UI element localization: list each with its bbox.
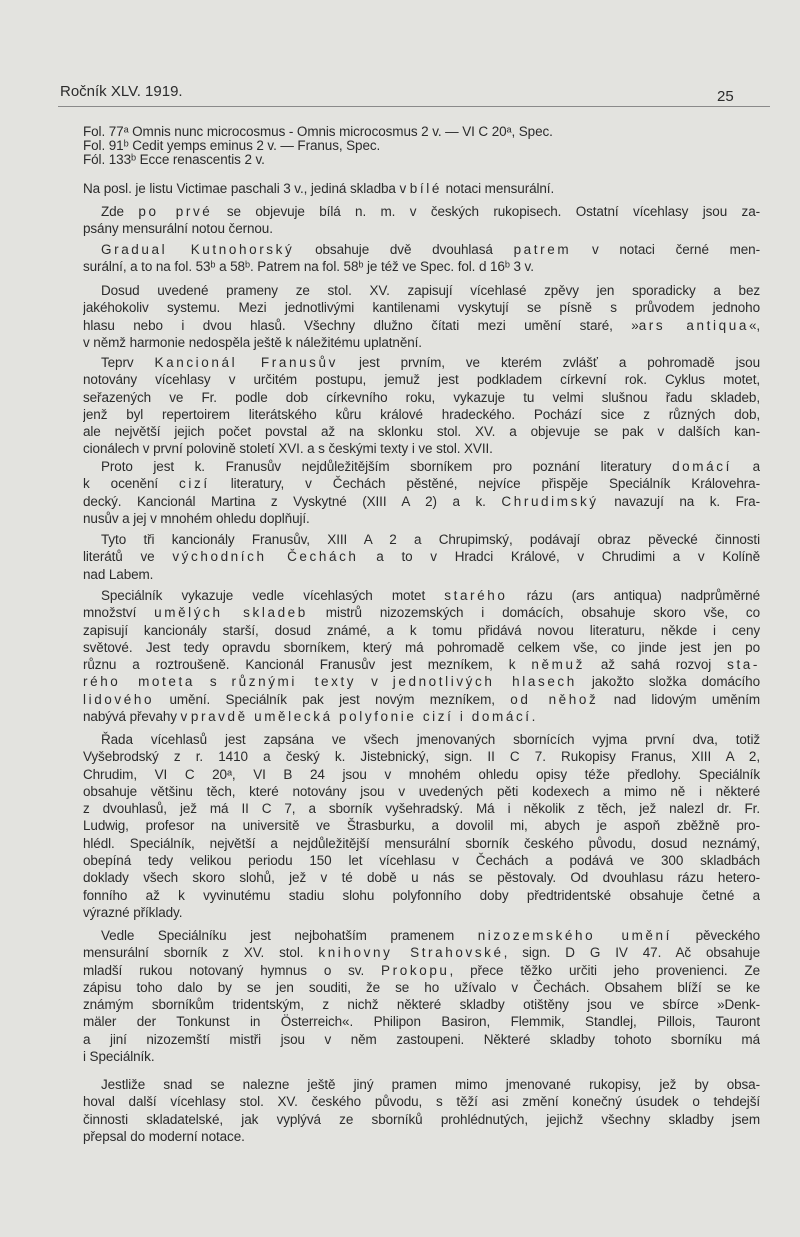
paragraph (83, 531, 760, 583)
text-run: Na posl. je listu Victimae paschali 3 v., jediná skladba v (83, 181, 410, 196)
spaced-emphasis: lidového (83, 691, 155, 707)
text-run: v (356, 674, 393, 690)
text-run: Zde (101, 204, 139, 219)
text-line (83, 852, 760, 869)
text-run: surální, a to na fol. 53ᵇ a 58ᵇ. Patrem na fol. 58ᵇ je též ve Spec. fol. d 16ᵇ 3 v. (83, 259, 534, 275)
text-run: decký. Kancionál Martina z Vyskytné (XIII A 2) a k. (83, 493, 502, 509)
text-run: s (194, 674, 232, 690)
page-number: 25 (717, 88, 734, 105)
text-run: , sign. D G IV 47. Ač obsahuje (503, 945, 760, 961)
text-line (83, 475, 760, 492)
text-line (83, 1031, 760, 1048)
text-run: množství (83, 605, 155, 621)
text-line (83, 180, 760, 197)
text-line (83, 566, 760, 583)
text-run: doklady všech skoro slohů, jež v té době u nás se pěstovaly. Od dvouhlasu rázu hetero- (83, 870, 760, 886)
paragraph (83, 241, 760, 276)
text-run: navazují na k. Fra- (598, 493, 760, 509)
text-line (83, 817, 760, 834)
text-line (83, 1093, 760, 1110)
text-run: hoval další vícehlasy stol. XV. českého původu, s těží asi změní konečný úsudek o tehdejší (83, 1094, 760, 1110)
text-run: v notaci černé men- (571, 242, 760, 257)
text-run: zápisu toho dalo by se jen souditi, že se ho užívalo v Čechách. Obsahem blíží se ke (83, 979, 760, 995)
text-run: Fól. 133ᵇ Ecce renascentis 2 v. (83, 153, 265, 167)
paragraph (83, 282, 760, 351)
text-line (83, 766, 760, 783)
text-run: nad Labem. (83, 566, 154, 582)
text-run: notovány vícehlasy v určitém postupu, jemuž jest podkladem církevní rok. Cyklus motet, (83, 372, 760, 388)
text-run: mistrů nizozemských i domácích, obsahuje skoro vše, co (307, 605, 760, 621)
text-run: pěveckého (672, 928, 760, 943)
text-line (83, 299, 760, 316)
text-run: Řada vícehlasů jest zapsána ve všech jmenovaných sbornících vyjma první dva, totiž (101, 732, 760, 747)
text-line (83, 731, 760, 748)
text-run: cionálech v první polovině století XVI. a s českými texty i ve stol. XVII. (83, 441, 493, 457)
text-line (83, 587, 760, 604)
text-run: Vedle Speciálníku jest nejbohatším pramenem (101, 928, 478, 943)
spaced-emphasis: domácí (672, 459, 732, 474)
text-line (83, 944, 760, 961)
text-run: Ludwig, profesor na universitě ve Štrasburku, a dovolil mi, abych je aspoň zběžně pro- (83, 818, 760, 834)
text-run: jakožto složka domácího (576, 674, 760, 690)
text-run: nabývá převahy v (83, 709, 191, 725)
text-line (83, 458, 760, 475)
text-run: umění. Speciálník pak jest novým mezníkem, (154, 691, 511, 707)
text-run: Proto jest k. Franusův nejdůležitějším sborníkem pro poznání literatury (101, 459, 673, 474)
paragraph (83, 587, 760, 725)
text-line (83, 1013, 760, 1030)
text-line (83, 783, 760, 800)
spaced-emphasis: němuž (531, 657, 585, 673)
paragraph (83, 354, 760, 458)
spaced-emphasis: Prokopu (381, 962, 450, 978)
folio-list (83, 125, 760, 167)
text-run: obepíná tedy velikou periodu 150 let vícehlasu v Čechách a podává ve 300 skladbách (83, 853, 760, 869)
text-run: mladší rukou notovaný hymnus o sv. (83, 962, 382, 978)
text-line (83, 317, 760, 334)
text-line (83, 673, 760, 690)
paragraph (83, 203, 760, 238)
text-run: i Speciálník. (83, 1049, 155, 1065)
text-line (83, 904, 760, 921)
text-line (83, 354, 760, 371)
spaced-emphasis: východních Čechách (172, 549, 359, 565)
text-line (83, 371, 760, 388)
text-run: nusův a jej v mnohém ohledu doplňují. (83, 510, 310, 526)
text-run: rázu (ars antiqua) nadprůměrné (507, 588, 760, 603)
text-line (83, 1128, 760, 1145)
text-run: obsahuje dvě dvouhlasá (294, 242, 514, 257)
text-line (83, 203, 760, 220)
text-line (83, 1048, 760, 1065)
header-rule (58, 106, 770, 107)
text-run: fonního až k vyvinutému stadiu slohu polyfonního doby předtridentské obsahuje četné a (83, 887, 760, 903)
text-run: notaci mensurální. (441, 181, 555, 196)
text-run: ale největší jejich počet povstal až na sklonku stol. XV. a objevuje se pak v dalších kan- (83, 424, 760, 440)
spaced-emphasis: starého (444, 588, 508, 603)
text-run: hlasu nebo i dvou hlasů. Všechny dlužno čítati mezi umění staré, » (83, 317, 639, 333)
text-run: literatury, v Čechách pěstěné, nejvíce přispěje Speciálník Královehra- (209, 476, 760, 492)
paragraph (83, 731, 760, 921)
spaced-emphasis: knihovny Strahovské (318, 945, 504, 961)
text-run: psány mensurální notou černou. (83, 221, 273, 237)
text-run: Tyto tři kancionály Franusův, XIII A 2 a Chrupimský, podávají obraz pěvecké činnosti (101, 532, 760, 547)
spaced-emphasis: různými texty (231, 674, 357, 690)
text-run: seřazených ve Fr. podle dob církevního roku, vykazuje tu velmi slušnou řadu skladeb, (83, 389, 760, 405)
text-line (83, 887, 760, 904)
text-run: nad lidovým uměním (598, 691, 760, 707)
text-run: , přece těžko určiti jeho provenienci. Ze (449, 962, 760, 978)
text-line (83, 1111, 760, 1128)
text-run: se objevuje bílá n. m. v českých rukopisech. Ostatní vícehlasy jsou za- (212, 204, 760, 219)
text-run: hlédl. Speciálník, největší a nejdůležitější mensurální sborník českého původu, dosud neznámý, (83, 835, 760, 851)
spaced-emphasis: sta- (727, 657, 760, 673)
paragraph (83, 458, 760, 527)
text-line (83, 423, 760, 440)
text-line (83, 258, 760, 275)
text-line (83, 531, 760, 548)
text-line (83, 869, 760, 886)
text-run: jenž byl repertoirem literátského kůru králové hradeckého. Pochází sice z různých dob, (83, 406, 760, 422)
spaced-emphasis: Chrudimský (501, 493, 599, 509)
text-run: Chrudim, VI C 20ᵃ, VI B 24 jsou v mnohém ohledu opisy téže předlohy. Speciálník (83, 766, 760, 782)
text-run: zapisují kancionály starší, dosud známé, a k tomu přidává novou literaturu, někde i ceny (83, 622, 760, 638)
spaced-emphasis: Kancionál Franusův (154, 355, 338, 370)
text-line (83, 510, 760, 527)
text-run: «, (748, 317, 760, 333)
spaced-emphasis: od něhož (510, 691, 599, 707)
spaced-emphasis: umělých skladeb (154, 605, 308, 621)
text-run: přepsal do moderní notace. (83, 1128, 245, 1144)
text-line (83, 996, 760, 1013)
spaced-emphasis: jednotlivých hlasech (392, 674, 577, 690)
spaced-emphasis: po prvé (138, 204, 213, 219)
text-run: a to v Hradci Králové, v Chrudimi a v Kolíně (358, 549, 760, 565)
paragraph (83, 1076, 760, 1145)
text-line (83, 708, 760, 725)
text-line (83, 656, 760, 673)
text-line (83, 1076, 760, 1093)
text-line (83, 927, 760, 944)
text-run: Jestliže snad se nalezne ještě jiný pramen mimo jmenované rukopisy, jež by obsa- (101, 1077, 760, 1092)
text-line (83, 800, 760, 817)
text-line (83, 334, 760, 351)
text-run: Teprv (101, 355, 155, 370)
spaced-emphasis: patrem (513, 242, 572, 257)
spaced-emphasis: pravdě umělecká polyfonie cizí i domácí (190, 709, 532, 725)
text-run: a jiní nizozemští mistři jsou v něm zastoupeni. Některé skladby tohoto sborníku má (83, 1031, 760, 1047)
text-run: Speciálník vykazuje vedle vícehlasých motet (101, 588, 445, 603)
spaced-emphasis: bílé (409, 181, 442, 196)
text-run: známým sborníkům tridentským, z nichž některé skladby otištěny jsou ve sbírce »Denk- (83, 997, 760, 1013)
text-run: obsahuje většinu těch, které notovány jsou v uvedených pěti kodexech a mimo ně i některé (83, 783, 760, 799)
text-run: až sahá rozvoj (584, 657, 728, 673)
text-line (83, 139, 760, 153)
spaced-emphasis: rého moteta (83, 674, 195, 690)
text-line (83, 282, 760, 299)
text-line (83, 691, 760, 708)
text-line (83, 220, 760, 237)
paragraph (83, 180, 760, 197)
spaced-emphasis: nizozemského umění (477, 928, 672, 943)
running-head: Ročník XLV. 1919. (60, 83, 183, 100)
text-line (83, 125, 760, 139)
text-run: Fol. 91ᵇ Cedit yemps eminus 2 v. — Franus, Spec. (83, 139, 381, 153)
text-run: a (731, 459, 760, 474)
text-run: různu a roztroušeně. Kancionál Franusův jest mezníkem, k (83, 657, 532, 673)
text-run: výrazné příklady. (83, 904, 183, 920)
spaced-emphasis: Gradual Kutnohorský (101, 242, 295, 257)
text-run: Dosud uvedené prameny ze stol. XV. zapisují vícehlasé zpěvy jen sporadicky a bez (101, 283, 760, 298)
text-run: literátů ve (83, 549, 173, 565)
text-run: mensurální sborník z XV. stol. (83, 945, 319, 961)
text-line (83, 962, 760, 979)
spaced-emphasis: cizí (179, 476, 210, 492)
text-line (83, 440, 760, 457)
text-run: . (531, 709, 536, 725)
text-run: světové. Jest tedy opravdu sborníkem, který má pohromadě celkem vše, co jinde jest jen po (83, 639, 760, 655)
text-line (83, 835, 760, 852)
text-run: k ocenění (83, 476, 180, 492)
text-line (83, 389, 760, 406)
text-line (83, 153, 760, 167)
spaced-emphasis: ars antiqua (638, 317, 749, 333)
text-run: z dvouhlasů, jež má II C 7, a sborník vyšehradský. Má i několik z těch, jež nalezl dr. Fr. (83, 801, 760, 817)
text-run: mäler der Tonkunst in Österreich«. Philipon Basiron, Flemmik, Standlej, Pillois, Tauront (83, 1014, 760, 1030)
text-run: Fol. 77ᵃ Omnis nunc microcosmus - Omnis microcosmus 2 v. — VI C 20ᵃ, Spec. (83, 125, 553, 139)
text-run: činnosti skladatelské, jak vyplývá ze sborníků prohlédnutých, jejichž všechny skladby jsem (83, 1111, 760, 1127)
text-line (83, 493, 760, 510)
text-line (83, 622, 760, 639)
paragraph (83, 927, 760, 1065)
text-line (83, 548, 760, 565)
text-line (83, 406, 760, 423)
text-run: jest prvním, ve kterém zvlášť a pohromadě jsou (337, 355, 760, 370)
text-line (83, 241, 760, 258)
text-run: jakéhokoliv systemu. Mezi jednotlivými kantilenami vyskytují se písně s průvodem jednoho (83, 300, 760, 316)
text-run: Vyšebrodský z r. 1410 a český k. Jistebnický, sign. II C 7. Rukopisy Franus, XIII A 2, (83, 749, 760, 765)
text-line (83, 979, 760, 996)
text-line (83, 748, 760, 765)
text-line (83, 639, 760, 656)
text-line (83, 604, 760, 621)
text-run: v němž harmonie nedospěla ještě k náležitému uplatnění. (83, 334, 422, 350)
